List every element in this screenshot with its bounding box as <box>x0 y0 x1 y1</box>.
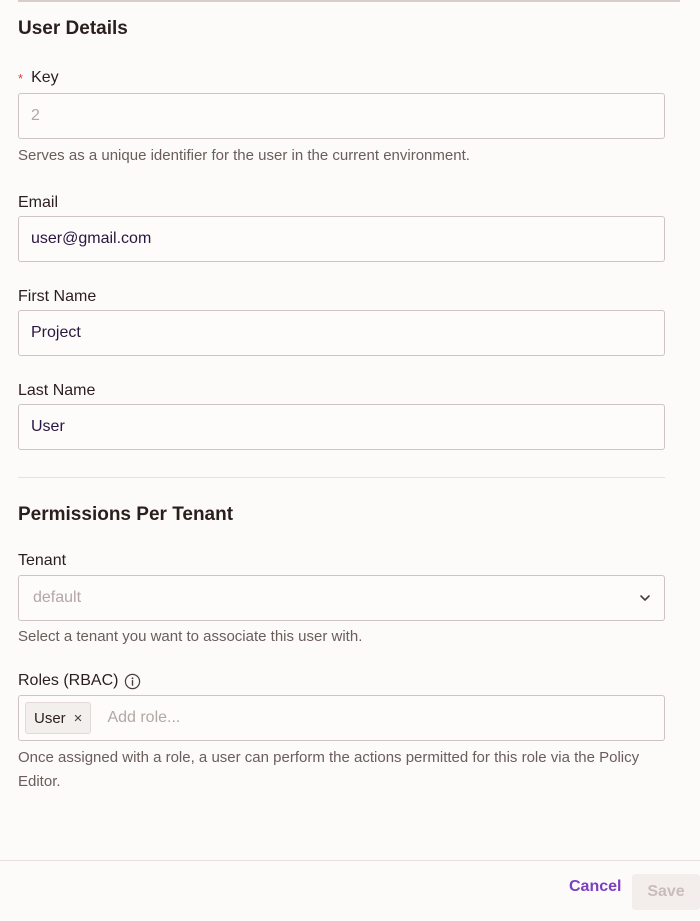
close-icon[interactable]: × <box>73 709 83 727</box>
chevron-down-icon <box>638 591 652 605</box>
footer-divider <box>0 860 700 861</box>
tenant-label-text: Tenant <box>18 552 67 569</box>
user-details-title: User Details <box>18 18 128 39</box>
tenant-helper-text: Select a tenant you want to associate this user with. <box>18 628 363 645</box>
key-helper-text: Serves as a unique identifier for the user in the current environment. <box>18 147 470 164</box>
key-label <box>18 69 59 87</box>
top-divider <box>18 0 680 2</box>
section-divider <box>18 477 665 478</box>
last-name-label-text: Last Name <box>18 382 96 399</box>
email-field[interactable]: user@gmail.com <box>18 216 665 262</box>
cancel-button[interactable]: Cancel <box>569 878 622 895</box>
key-input: 2 <box>18 93 665 139</box>
add-role-placeholder[interactable]: Add role... <box>107 709 181 726</box>
first-name-field[interactable]: Project <box>18 310 665 356</box>
permissions-title: Permissions Per Tenant <box>18 504 234 525</box>
roles-helper-text: Once assigned with a role, a user can perform the actions permitted for this role via the Policy Editor. <box>18 749 640 790</box>
last-name-field[interactable]: User <box>18 404 665 450</box>
first-name-label <box>18 288 96 306</box>
required-asterisk: * <box>18 70 24 86</box>
roles-label <box>18 672 141 690</box>
tenant-label <box>18 552 66 570</box>
info-icon[interactable] <box>124 673 141 690</box>
email-label-text: Email <box>18 194 59 211</box>
roles-input[interactable] <box>18 695 665 741</box>
tenant-select[interactable] <box>18 575 665 621</box>
first-name-label-text: First Name <box>18 288 97 305</box>
role-tag-label: User <box>34 709 66 727</box>
roles-label-text: Roles (RBAC) <box>18 672 119 689</box>
last-name-label <box>18 382 95 400</box>
key-label-text: Key <box>31 69 59 86</box>
email-label <box>18 194 58 212</box>
role-tag <box>25 702 91 734</box>
save-button[interactable]: Save <box>632 874 700 910</box>
tenant-select-value: default <box>33 589 82 606</box>
